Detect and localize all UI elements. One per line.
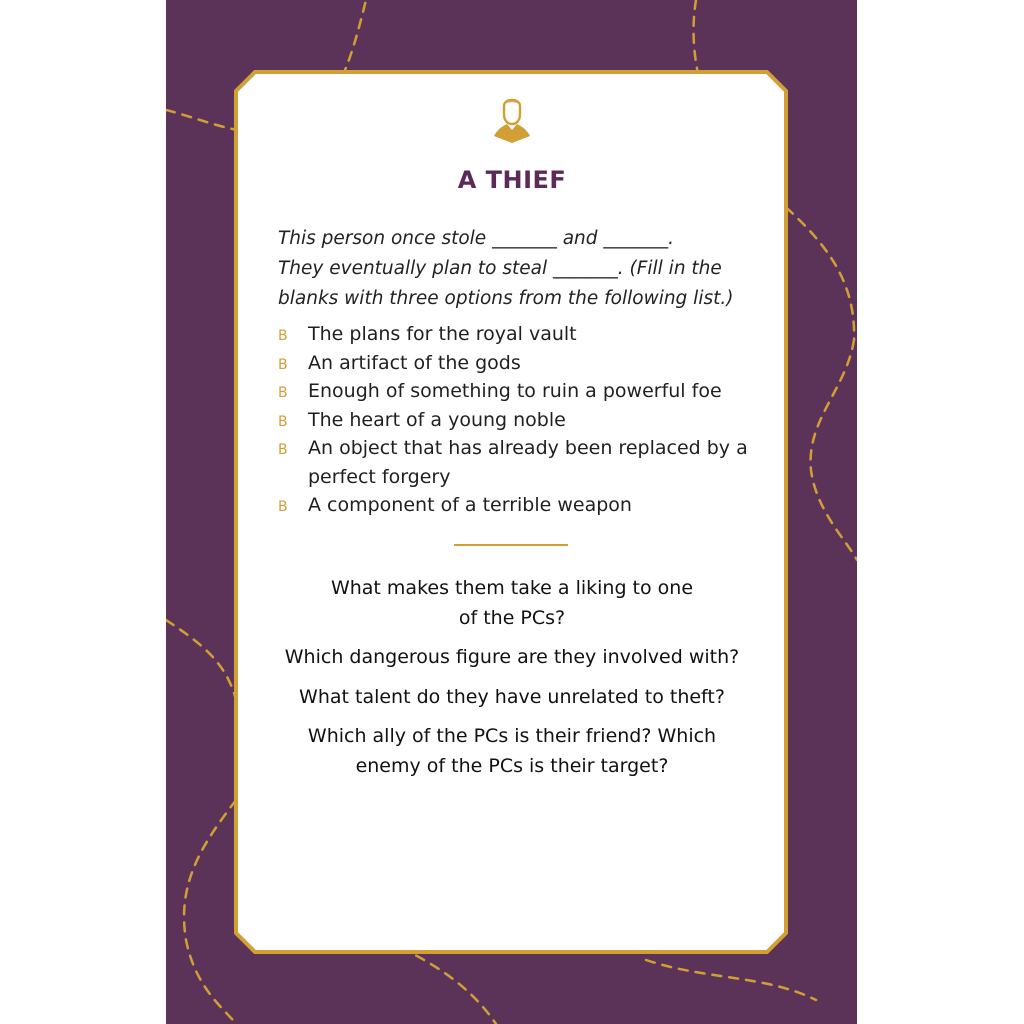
question	[260, 722, 764, 781]
intro-line: They eventually plan to steal _______. (Fill in the	[278, 258, 722, 279]
card-content	[240, 74, 784, 950]
list-item	[278, 349, 748, 378]
list-item	[278, 320, 748, 349]
list-item	[278, 406, 748, 435]
option-text: The heart of a young noble	[308, 408, 566, 431]
option-text: An artifact of the gods	[308, 351, 521, 374]
questions-block	[260, 574, 764, 791]
person-bust-icon	[492, 94, 532, 144]
bullet-icon: B	[278, 442, 288, 458]
question	[260, 574, 764, 633]
bullet-icon: B	[278, 385, 288, 401]
option-text: The plans for the royal vault	[308, 323, 577, 345]
list-item	[278, 377, 748, 406]
list-item	[278, 491, 748, 520]
option-text: An object that has already been replaced by a perfect forgery	[308, 437, 748, 488]
question	[260, 643, 764, 673]
card-title: A THIEF	[457, 166, 567, 194]
option-text: A component of a terrible weapon	[308, 494, 632, 516]
question-line: Which ally of the PCs is their friend? Which	[307, 725, 717, 747]
bullet-icon: B	[278, 328, 288, 344]
question-line: of the PCs?	[458, 606, 566, 629]
list-item	[278, 434, 748, 491]
intro-line: blanks with three options from the following list.)	[278, 288, 734, 309]
bullet-icon: B	[278, 413, 288, 430]
bullet-icon: B	[278, 499, 288, 515]
intro-line: This person once stole _______ and _______.	[278, 228, 675, 249]
intro-text	[278, 224, 748, 314]
question-line: enemy of the PCs is their target?	[355, 754, 669, 777]
question-line: What makes them take a liking to one	[330, 577, 694, 599]
question-line: Which dangerous figure are they involved with?	[284, 646, 740, 668]
options-list	[278, 320, 748, 520]
option-text: Enough of something to ruin a powerful foe	[308, 380, 722, 402]
divider	[454, 544, 568, 546]
question-line: What talent do they have unrelated to theft?	[299, 685, 725, 708]
bullet-icon: B	[278, 356, 288, 373]
question	[260, 683, 764, 713]
